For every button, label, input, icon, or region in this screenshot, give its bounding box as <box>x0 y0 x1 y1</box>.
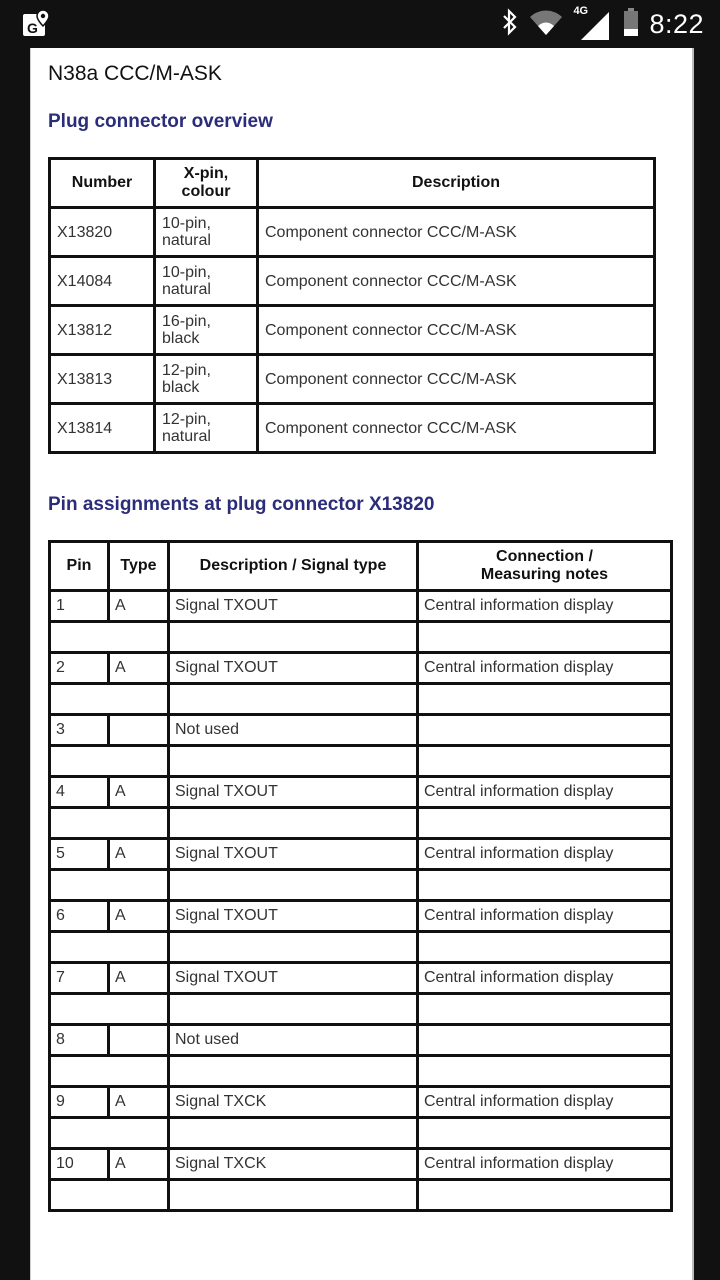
spacer-cell <box>50 1180 169 1211</box>
pin-signal-description: Signal TXCK <box>169 1149 418 1180</box>
spacer-cell <box>50 994 169 1025</box>
pin-connection-notes: Central information display <box>418 1087 672 1118</box>
pin-signal-description: Signal TXOUT <box>169 777 418 808</box>
spacer-cell <box>50 870 169 901</box>
connector-description: Component connector CCC/M-ASK <box>258 257 655 306</box>
spacer-cell <box>418 870 672 901</box>
pin-type: A <box>109 777 169 808</box>
pin-spacer-row <box>50 808 672 839</box>
spacer-cell <box>50 622 169 653</box>
pin-number: 5 <box>50 839 109 870</box>
connector-description: Component connector CCC/M-ASK <box>258 404 655 453</box>
pin-number: 10 <box>50 1149 109 1180</box>
pin-spacer-row <box>50 1118 672 1149</box>
pin-connection-notes: Central information display <box>418 1149 672 1180</box>
pin-number: 9 <box>50 1087 109 1118</box>
spacer-cell <box>418 1118 672 1149</box>
pin-type: A <box>109 591 169 622</box>
pin-connection-notes: Central information display <box>418 839 672 870</box>
pin-spacer-row <box>50 994 672 1025</box>
pin-row <box>50 839 672 870</box>
header-type: Type <box>109 542 169 591</box>
wifi-icon <box>529 8 563 41</box>
spacer-cell <box>418 808 672 839</box>
header-description: Description <box>258 159 655 208</box>
pin-connection-notes <box>418 715 672 746</box>
connector-number: X14084 <box>50 257 155 306</box>
pin-number: 8 <box>50 1025 109 1056</box>
pin-type <box>109 715 169 746</box>
connector-pins-colour: 10-pin, natural <box>155 257 258 306</box>
pin-signal-description: Not used <box>169 1025 418 1056</box>
pin-spacer-row <box>50 870 672 901</box>
spacer-cell <box>418 684 672 715</box>
pin-type: A <box>109 901 169 932</box>
pin-connection-notes: Central information display <box>418 777 672 808</box>
overview-row <box>50 355 655 404</box>
battery-icon <box>623 7 639 42</box>
header-xpin-colour: X-pin, colour <box>155 159 258 208</box>
header-pin: Pin <box>50 542 109 591</box>
pin-type: A <box>109 1087 169 1118</box>
spacer-cell <box>50 684 169 715</box>
pin-type: A <box>109 1149 169 1180</box>
pin-signal-description: Not used <box>169 715 418 746</box>
pin-spacer-row <box>50 622 672 653</box>
spacer-cell <box>169 1056 418 1087</box>
connector-number: X13813 <box>50 355 155 404</box>
connector-description: Component connector CCC/M-ASK <box>258 355 655 404</box>
pin-number: 3 <box>50 715 109 746</box>
connector-description: Component connector CCC/M-ASK <box>258 208 655 257</box>
status-bar <box>0 0 720 48</box>
spacer-cell <box>169 746 418 777</box>
network-type-label: 4G <box>573 5 589 17</box>
overview-header-row <box>50 159 655 208</box>
pin-type <box>109 1025 169 1056</box>
connector-pins-colour: 16-pin, black <box>155 306 258 355</box>
pin-type: A <box>109 653 169 684</box>
spacer-cell <box>169 870 418 901</box>
pin-connection-notes <box>418 1025 672 1056</box>
spacer-cell <box>418 622 672 653</box>
pin-connection-notes: Central information display <box>418 963 672 994</box>
overview-row <box>50 257 655 306</box>
spacer-cell <box>50 746 169 777</box>
pin-row <box>50 963 672 994</box>
pin-signal-description: Signal TXOUT <box>169 653 418 684</box>
cell-signal-4g-icon <box>573 7 613 41</box>
overview-heading: Plug connector overview <box>48 111 273 132</box>
spacer-cell <box>50 1118 169 1149</box>
connector-number: X13814 <box>50 404 155 453</box>
pin-connection-notes: Central information display <box>418 901 672 932</box>
pin-number: 2 <box>50 653 109 684</box>
connector-pins-colour: 12-pin, black <box>155 355 258 404</box>
connector-number: X13812 <box>50 306 155 355</box>
header-number: Number <box>50 159 155 208</box>
connector-description: Component connector CCC/M-ASK <box>258 306 655 355</box>
spacer-cell <box>169 994 418 1025</box>
pin-spacer-row <box>50 746 672 777</box>
pin-spacer-row <box>50 932 672 963</box>
pin-signal-description: Signal TXOUT <box>169 901 418 932</box>
pin-connection-notes: Central information display <box>418 653 672 684</box>
clock: 8:22 <box>649 8 704 39</box>
pin-row <box>50 901 672 932</box>
connector-pins-colour: 10-pin, natural <box>155 208 258 257</box>
overview-row <box>50 404 655 453</box>
pin-row <box>50 1025 672 1056</box>
pin-assignments-table <box>48 540 673 1212</box>
spacer-cell <box>50 1056 169 1087</box>
svg-text:G: G <box>27 20 38 36</box>
pin-spacer-row <box>50 1056 672 1087</box>
pin-header-row <box>50 542 672 591</box>
overview-row <box>50 306 655 355</box>
overview-row <box>50 208 655 257</box>
spacer-cell <box>169 622 418 653</box>
connector-number: X13820 <box>50 208 155 257</box>
pin-connection-notes: Central information display <box>418 591 672 622</box>
pin-spacer-row <box>50 684 672 715</box>
connector-pins-colour: 12-pin, natural <box>155 404 258 453</box>
spacer-cell <box>418 932 672 963</box>
pin-spacer-row <box>50 1180 672 1211</box>
header-description-signal: Description / Signal type <box>169 542 418 591</box>
pin-number: 7 <box>50 963 109 994</box>
pin-row <box>50 777 672 808</box>
pin-signal-description: Signal TXCK <box>169 1087 418 1118</box>
pin-row <box>50 653 672 684</box>
spacer-cell <box>418 1056 672 1087</box>
pin-row <box>50 591 672 622</box>
spacer-cell <box>169 932 418 963</box>
spacer-cell <box>50 808 169 839</box>
document-title: N38a CCC/M-ASK <box>48 62 222 85</box>
pin-number: 4 <box>50 777 109 808</box>
plug-connector-overview-table <box>48 157 656 454</box>
pin-row <box>50 1087 672 1118</box>
pin-signal-description: Signal TXOUT <box>169 591 418 622</box>
pin-row <box>50 1149 672 1180</box>
spacer-cell <box>418 746 672 777</box>
header-connection-notes: Connection / Measuring notes <box>418 542 672 591</box>
pin-row <box>50 715 672 746</box>
spacer-cell <box>169 684 418 715</box>
spacer-cell <box>418 1180 672 1211</box>
spacer-cell <box>169 1118 418 1149</box>
pin-signal-description: Signal TXOUT <box>169 839 418 870</box>
pin-number: 6 <box>50 901 109 932</box>
pin-number: 1 <box>50 591 109 622</box>
bluetooth-icon <box>501 8 519 41</box>
spacer-cell <box>169 808 418 839</box>
spacer-cell <box>418 994 672 1025</box>
pin-type: A <box>109 963 169 994</box>
pin-signal-description: Signal TXOUT <box>169 963 418 994</box>
document-page <box>30 48 694 1280</box>
maps-location-icon <box>22 8 52 43</box>
pin-assignments-heading: Pin assignments at plug connector X13820 <box>48 494 435 515</box>
pin-type: A <box>109 839 169 870</box>
spacer-cell <box>50 932 169 963</box>
spacer-cell <box>169 1180 418 1211</box>
